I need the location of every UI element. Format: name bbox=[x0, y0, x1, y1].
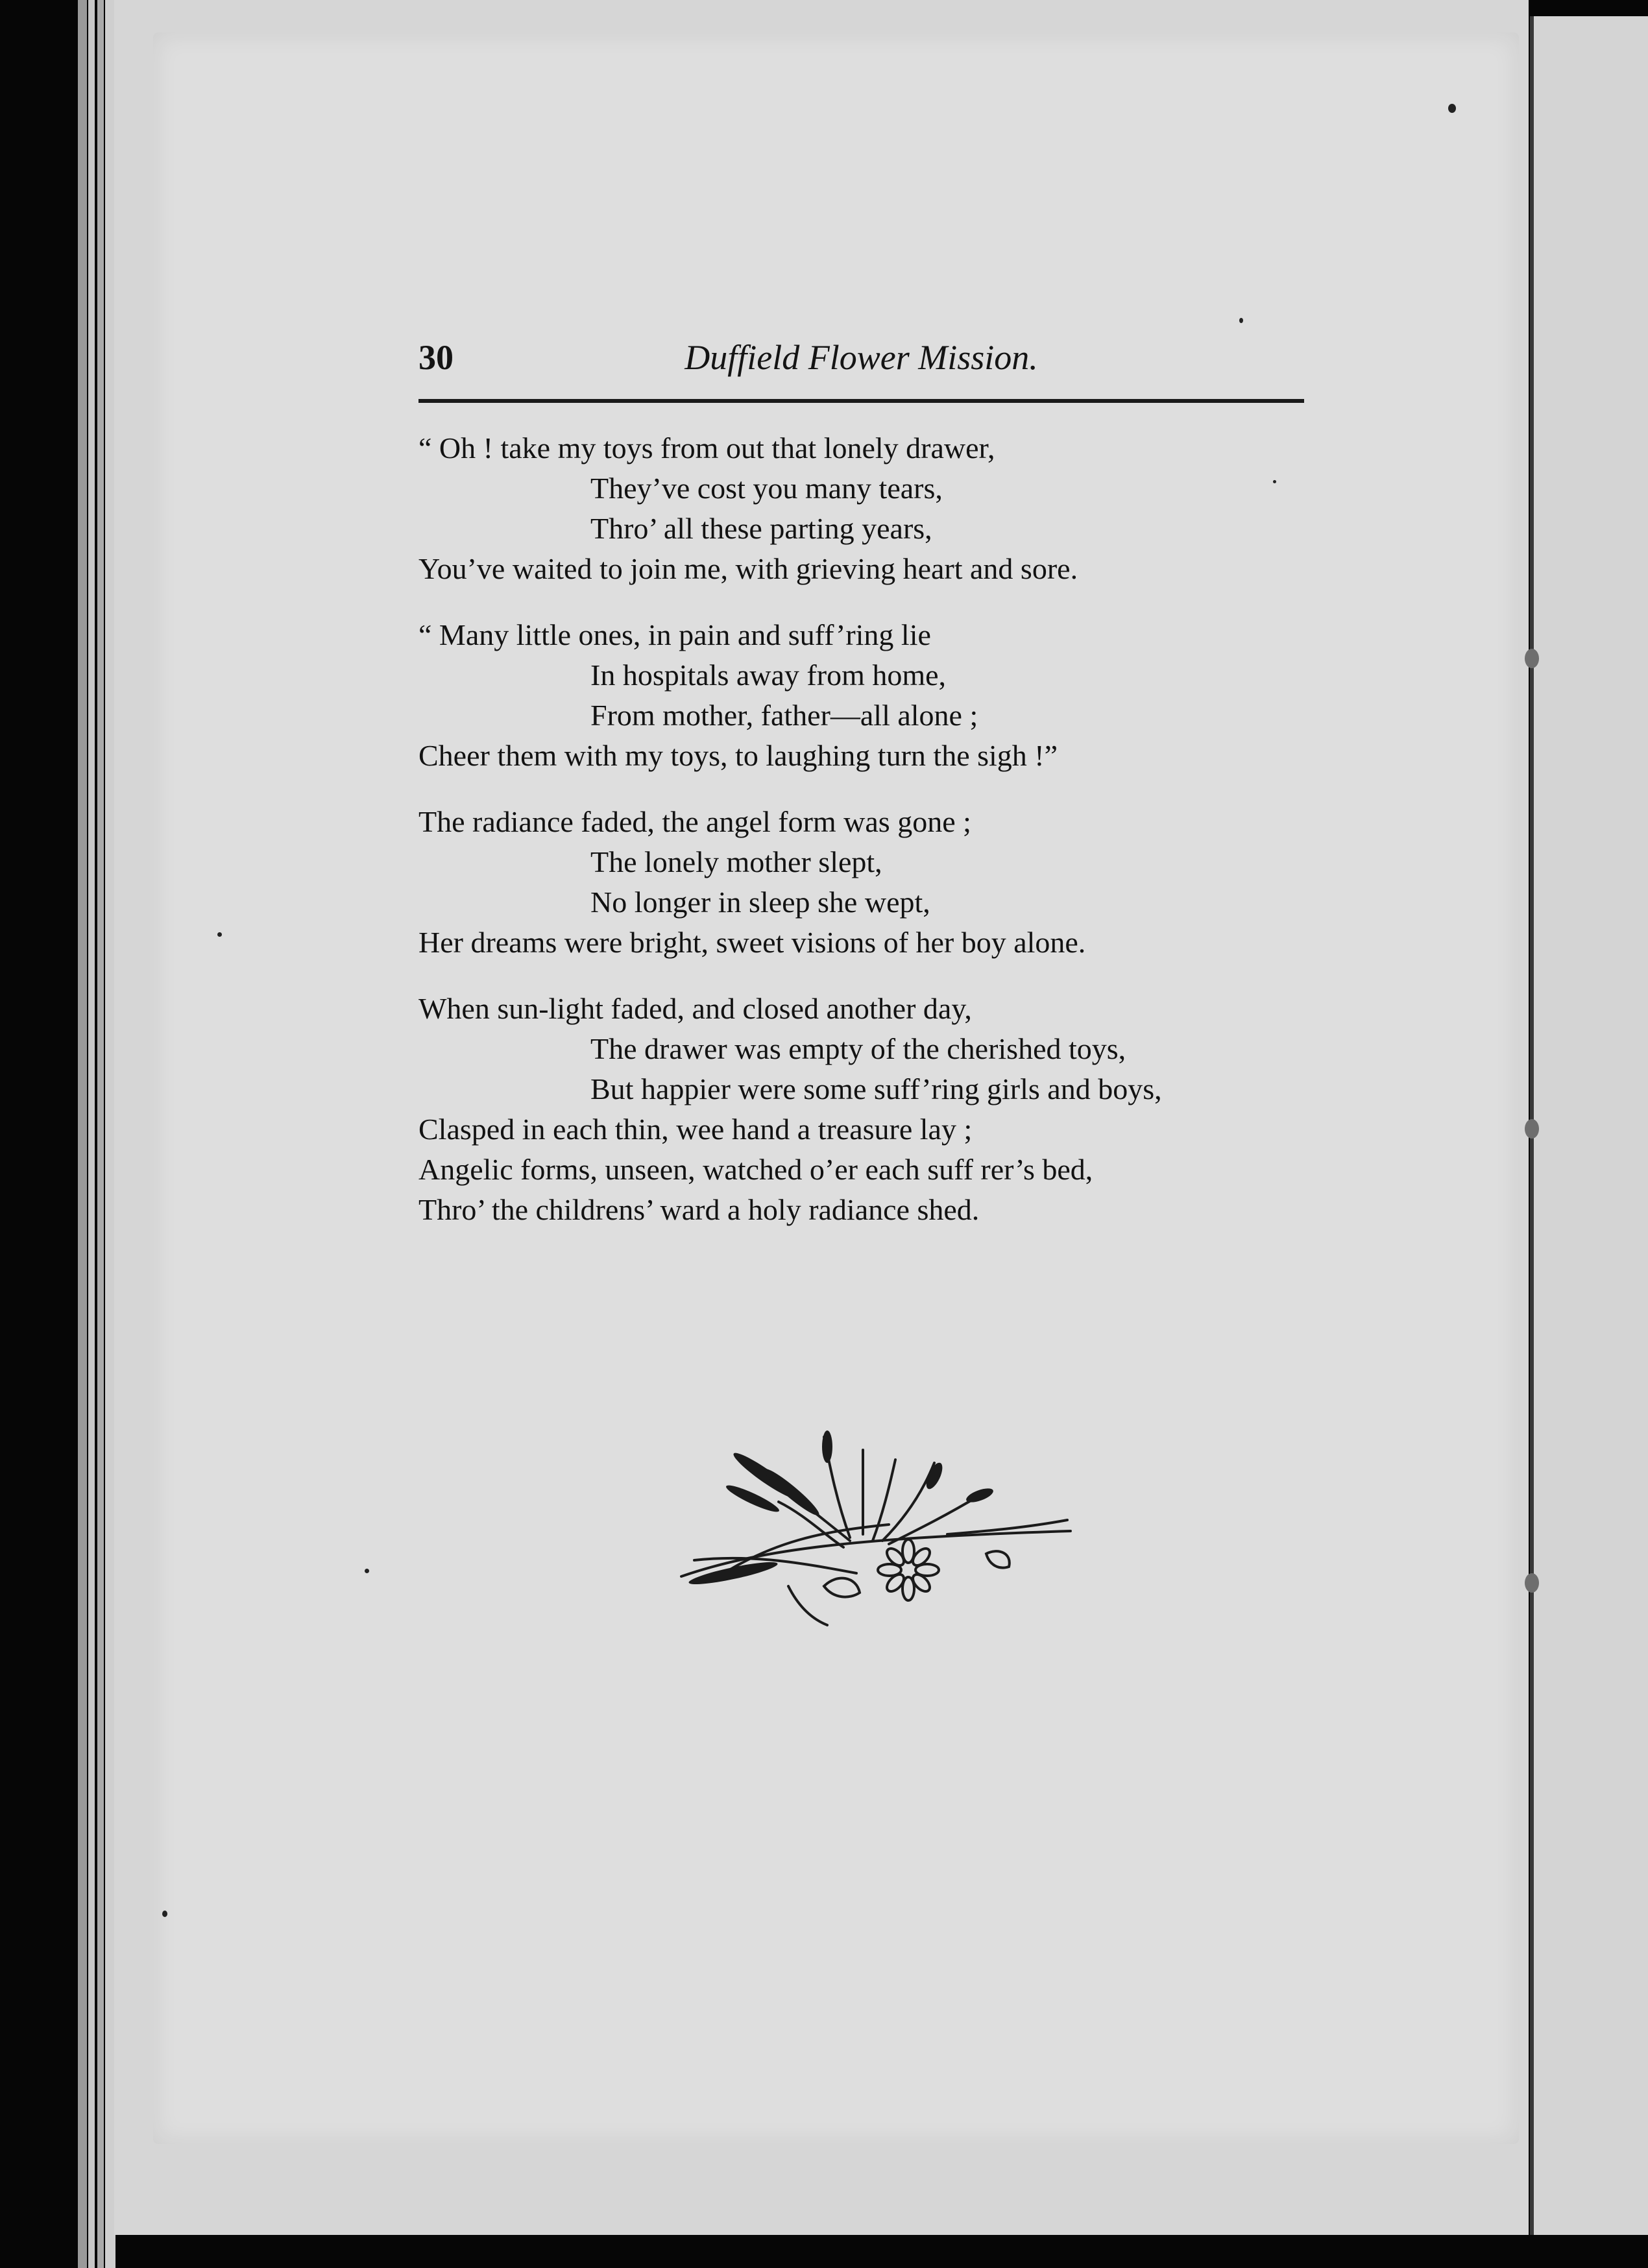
poem-line: You’ve waited to join me, with grieving heart and sore. bbox=[418, 552, 1078, 585]
poem-line: Thro’ the childrens’ ward a holy radiance shed. bbox=[418, 1193, 980, 1226]
poem-line: In hospitals away from home, bbox=[590, 658, 947, 692]
page-edge bbox=[88, 0, 95, 2268]
poem-line: Cheer them with my toys, to laughing turn the sigh !” bbox=[418, 739, 1058, 772]
poem-line: Thro’ all these parting years, bbox=[590, 512, 932, 545]
poem-line: “ Oh ! take my toys from out that lonely drawer, bbox=[418, 431, 995, 464]
poem-line: But happier were some suff’ring girls and boys, bbox=[590, 1072, 1162, 1105]
ink-speck bbox=[162, 1911, 167, 1917]
running-title: Duffield Flower Mission. bbox=[685, 338, 1038, 377]
poem-line: The radiance faded, the angel form was gone ; bbox=[418, 805, 971, 838]
binding-clip bbox=[1525, 1119, 1539, 1139]
poem-line: Angelic forms, unseen, watched o’er each suff rer’s bed, bbox=[418, 1153, 1093, 1186]
ink-speck bbox=[365, 1569, 369, 1573]
ink-speck bbox=[1448, 104, 1456, 113]
page-number: 30 bbox=[418, 338, 454, 377]
binding-clip bbox=[1525, 1573, 1539, 1593]
page-edge bbox=[78, 0, 87, 2268]
page-edge bbox=[97, 0, 104, 2268]
binding-clip bbox=[1525, 649, 1539, 668]
poem-body bbox=[418, 428, 1327, 1256]
running-header bbox=[418, 331, 1304, 402]
stanza bbox=[418, 428, 1327, 589]
floral-spray-icon bbox=[675, 1424, 1077, 1638]
ink-speck bbox=[1239, 318, 1243, 323]
ink-speck bbox=[217, 932, 222, 937]
poem-line: They’ve cost you many tears, bbox=[590, 472, 943, 505]
poem-line: “ Many little ones, in pain and suff’ring lie bbox=[418, 618, 931, 651]
stanza bbox=[418, 615, 1327, 776]
stanza bbox=[418, 802, 1327, 963]
poem-line: Clasped in each thin, wee hand a treasure lay ; bbox=[418, 1113, 973, 1146]
ink-speck bbox=[1273, 480, 1276, 483]
poem-line: When sun-light faded, and closed another day, bbox=[418, 992, 972, 1025]
poem-line: The lonely mother slept, bbox=[590, 845, 882, 878]
facing-page bbox=[1530, 16, 1648, 2235]
header-rule bbox=[418, 399, 1304, 403]
stanza bbox=[418, 989, 1327, 1230]
poem-line: The drawer was empty of the cherished toys, bbox=[590, 1032, 1126, 1065]
poem-line: From mother, father—all alone ; bbox=[590, 699, 978, 732]
poem-line: No longer in sleep she wept, bbox=[590, 886, 930, 919]
poem-line: Her dreams were bright, sweet visions of her boy alone. bbox=[418, 926, 1086, 959]
